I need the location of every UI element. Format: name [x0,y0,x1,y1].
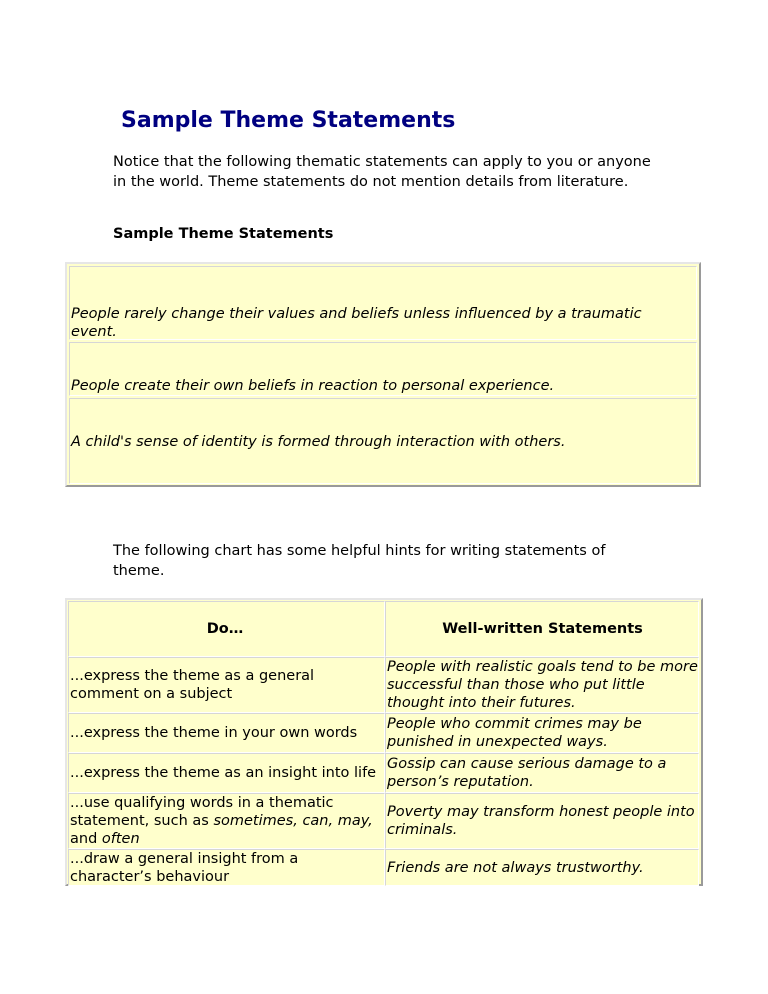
theme-statement: People rarely change their values and beliefs unless influenced by a traumatic event. [71,306,642,340]
hint-example-cell: Gossip can cause serious damage to a person’s reputation. [385,753,699,793]
hint-example-cell: Friends are not always trustworthy. [385,849,699,886]
hint-example-cell: People who commit crimes may be punished in unexpected ways. [385,713,699,753]
hint-do-cell: ...express the theme as an insight into life [68,753,385,793]
intro-paragraph: Notice that the following thematic statements can apply to you or anyone in the world. Theme statements do not mention details from literature. [113,154,651,190]
section-heading: Sample Theme Statements [113,226,334,242]
table-row [69,266,697,340]
theme-statement: People create their own beliefs in reaction to personal experience. [71,378,555,394]
column-header-do: Do… [68,601,385,657]
table-row [69,342,697,396]
hint-example-cell: People with realistic goals tend to be more successful than those who put little thought into their futures. [387,659,698,711]
theme-statements-table [65,262,701,487]
hint-do-cell: ...express the theme as a general comment on a subject [68,657,385,713]
hint-do-cell [68,793,385,849]
hint-do-cell: ...express the theme in your own words [68,713,385,753]
column-header-statements: Well-written Statements [385,601,699,657]
hint-example-cell: Poverty may transform honest people into criminals. [385,793,699,849]
chart-intro-paragraph: The following chart has some helpful hints for writing statements of theme. [113,543,606,579]
table-row [69,398,697,484]
page-title: Sample Theme Statements [121,108,456,133]
theme-statement: A child's sense of identity is formed through interaction with others. [71,434,566,450]
hints-table [65,598,703,886]
hint-do-text: ...use qualifying words in a thematic statement, such as sometimes, can, may, and often [70,795,373,847]
hint-do-cell: ...draw a general insight from a character’s behaviour [68,849,385,886]
